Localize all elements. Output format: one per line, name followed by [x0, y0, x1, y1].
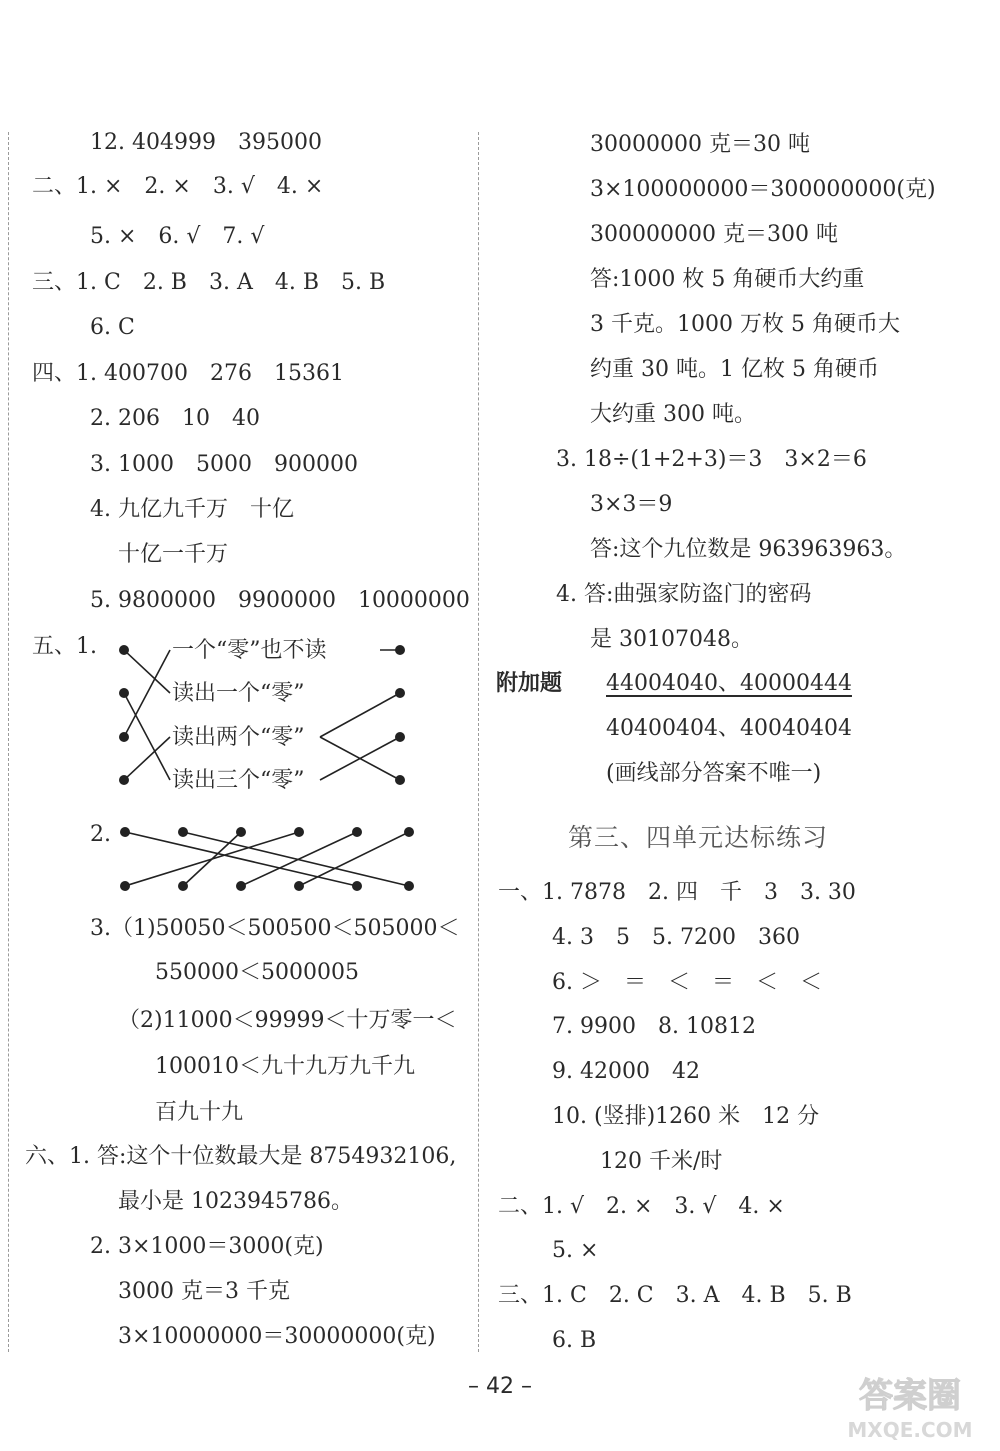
answer-line: 5. × 6. √ 7. √ [90, 224, 265, 249]
answer-line: 5. 9800000 9900000 10000000 [90, 588, 470, 613]
answer-line: （2)11000＜99999＜十万零一＜ [118, 1008, 457, 1033]
answer-line: 大约重 300 吨。 [590, 402, 756, 427]
answer-line: 百九十九 [155, 1100, 244, 1125]
answer-line: 7. 9900 8. 10812 [552, 1014, 756, 1039]
answer-line: 是 30107048。 [590, 627, 753, 652]
answer-line: 二、1. √ 2. × 3. √ 4. × [498, 1194, 785, 1219]
answer-line: 4. 3 5 5. 7200 360 [552, 925, 800, 950]
answer-line: 答:1000 枚 5 角硬币大约重 [590, 267, 865, 292]
answer-line: 十亿一千万 [118, 542, 229, 567]
answer-line: 六、1. 答:这个十位数最大是 8754932106, [25, 1144, 457, 1169]
unit-title: 第三、四单元达标练习 [568, 823, 829, 852]
answer-line: 44004040、40000444 [606, 671, 852, 696]
answer-line: 300000000 克＝300 吨 [590, 222, 838, 247]
answer-line: 答:这个九位数是 963963963。 [590, 537, 907, 562]
answer-line: 3×3＝9 [590, 492, 673, 517]
svg-text:MXQE.COM: MXQE.COM [847, 1418, 973, 1442]
answer-line: 二、1. × 2. × 3. √ 4. × [32, 174, 324, 199]
bonus-label: 附加题 [496, 671, 563, 696]
answer-line: 3. 18÷(1+2+3)＝3 3×2＝6 [556, 447, 867, 472]
answer-line: 约重 30 吨。1 亿枚 5 角硬币 [590, 357, 879, 382]
answer-line: 5. × [552, 1238, 599, 1263]
svg-text:答案圈: 答案圈 [859, 1376, 961, 1416]
match-label-2: 读出一个“零” [172, 681, 305, 706]
answer-line: 120 千米/时 [600, 1149, 723, 1174]
answer-line: 2. [90, 822, 111, 847]
answer-line: 6. ＞ ＝ ＜ ＝ ＜ ＜ [552, 970, 822, 995]
answer-line: 40400404、40040404 [606, 716, 852, 741]
answer-line: 6. B [552, 1328, 597, 1353]
answer-line: 30000000 克＝30 吨 [590, 132, 810, 157]
answer-line: 3×10000000＝30000000(克) [118, 1324, 436, 1349]
answer-line: 三、1. C 2. B 3. A 4. B 5. B [32, 270, 386, 295]
page-number: – 42 – [468, 1374, 532, 1399]
answer-line: 3×100000000＝300000000(克) [590, 177, 936, 202]
answer-line: (画线部分答案不唯一) [606, 761, 822, 786]
answer-line: 四、1. 400700 276 15361 [32, 361, 344, 386]
answer-line: 最小是 1023945786。 [118, 1189, 353, 1214]
answer-line: 6. C [90, 315, 135, 340]
answer-line: 3000 克＝3 千克 [118, 1279, 290, 1304]
watermark-logo [830, 1365, 990, 1445]
answer-line: 9. 42000 42 [552, 1059, 700, 1084]
answer-line: 12. 404999 395000 [90, 130, 322, 155]
answer-line: 2. 3×1000＝3000(克) [90, 1234, 324, 1259]
left-margin-rule [8, 132, 9, 1352]
answer-line: 一、1. 7878 2. 四 千 3 3. 30 [498, 880, 856, 905]
answer-line: 4. 九亿九千万 十亿 [90, 497, 294, 522]
answer-line: 3.（1)50050＜500500＜505000＜ [90, 916, 460, 941]
answer-line: 五、1. [32, 634, 97, 659]
match-label-3: 读出两个“零” [172, 725, 305, 750]
match-label-1: 一个“零”也不读 [172, 638, 327, 663]
matching-lines-2 [115, 822, 425, 892]
column-divider [478, 132, 479, 1352]
answer-line: 3 千克。1000 万枚 5 角硬币大 [590, 312, 900, 337]
answer-line: 100010＜九十九万九千九 [155, 1054, 415, 1079]
answer-line: 4. 答:曲强家防盗门的密码 [556, 582, 812, 607]
answer-line: 10. (竖排)1260 米 12 分 [552, 1104, 820, 1129]
match-label-4: 读出三个“零” [172, 768, 305, 793]
answer-line: 3. 1000 5000 900000 [90, 452, 358, 477]
answer-line: 2. 206 10 40 [90, 406, 260, 431]
answer-line: 550000＜5000005 [155, 960, 359, 985]
answer-line: 三、1. C 2. C 3. A 4. B 5. B [498, 1283, 852, 1308]
